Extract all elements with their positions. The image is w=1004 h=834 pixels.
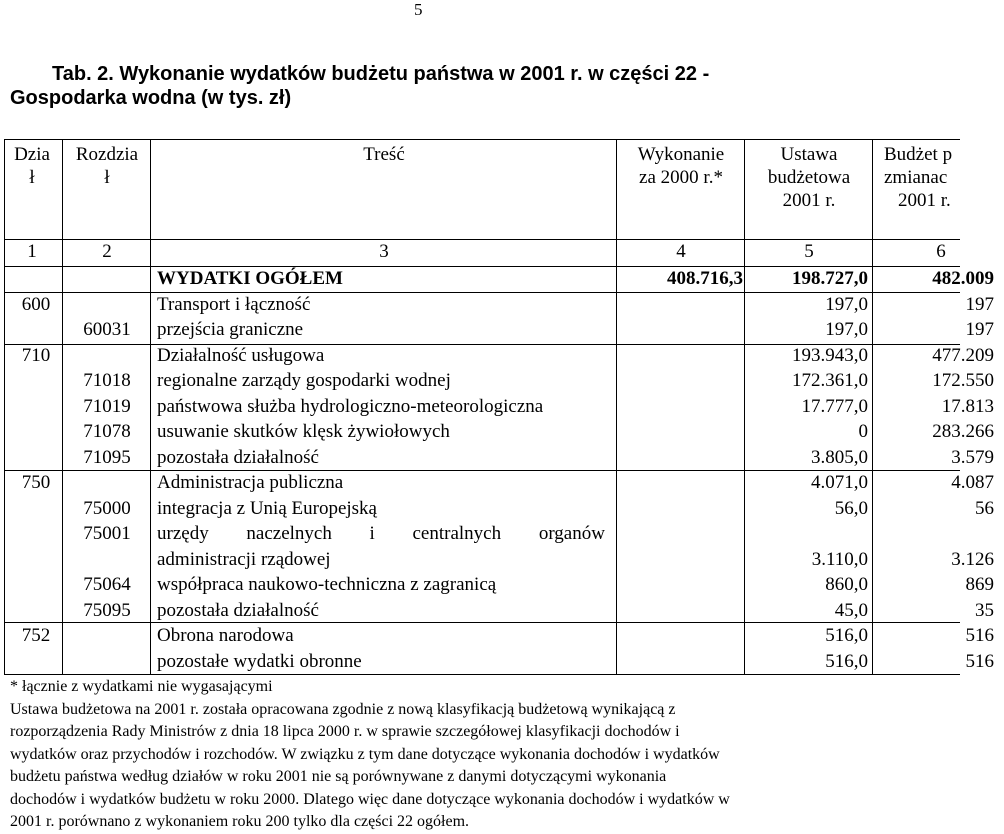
cell-tresc-word: organów [538,523,605,544]
cell-tresc: Transport i łączność [157,293,311,315]
note-line: 2001 r. porównano z wykonaniem roku 200 tylko dla części 22 ogółem. [10,813,470,830]
table-row [0,623,994,649]
cell-budzet: 35 [975,599,994,621]
cell-rozdzial: 75000 [83,497,131,519]
header-ustawa [746,143,872,212]
footnotes [10,676,950,834]
cell-rozdzial: 71018 [83,370,131,391]
table-row [0,496,994,522]
cell-rozdzial: 75064 [83,574,131,595]
header-budzet-l2: zmianac [884,167,948,188]
table-row [0,572,994,598]
note-line: rozporządzenia Rady Ministrów z dnia 18 lipca 2000 r. w sprawie szczegółowej klasyfikacji dochodów i [10,723,680,740]
table-row [0,343,994,369]
table-title [10,62,952,110]
cell-ustawa: 516,0 [825,650,868,672]
header-rozdzial-l1: Rozdzia [75,144,139,165]
cell-dzial: 600 [21,293,51,315]
colnum-2: 2 [102,241,112,262]
header-bottom-border [4,239,960,240]
cell-tresc-word: naczelnych [246,523,332,544]
header-budzet-l3: 2001 r. [898,190,951,211]
cell-tresc [157,521,605,547]
note-line: budżetu państwa według działów w roku 2001 nie są porównywane z danymi dotyczącymi wykonania [10,768,667,785]
table-row [0,394,994,420]
header-budzet [878,143,960,212]
cell-tresc: Administracja publiczna [157,472,344,493]
cell-ustawa: 197,0 [825,293,868,315]
cell-tresc-word: i [369,523,375,544]
header-ustawa-l3: 2001 r. [782,190,836,211]
cell-tresc: Działalność usługowa [157,344,325,366]
cell-tresc: regionalne zarządy gospodarki wodnej [157,370,451,391]
cell-tresc: Obrona narodowa [157,625,294,646]
cell-ustawa: 45,0 [834,599,868,621]
cell-budzet: 3.126 [951,548,994,570]
cell-budzet: 283.266 [932,421,994,442]
header-dzial [4,143,60,189]
cell-dzial: 710 [21,344,51,366]
table-row [0,368,994,394]
table-top-border [4,139,960,140]
header-wykonanie-l2: za 2000 r.* [639,167,723,188]
table-row [0,598,994,624]
cell-ustawa: 860,0 [825,574,868,595]
cell-dzial: 750 [21,472,51,493]
cell-budzet: 197 [965,319,994,340]
header-tresc-l1: Treść [363,144,405,165]
colnum-4: 4 [676,241,686,262]
cell-ustawa: 193.943,0 [792,344,868,366]
cell-rozdzial: 71078 [83,421,131,442]
table-row [0,521,960,547]
table-row [0,470,994,496]
cell-budzet: 3.579 [951,446,994,468]
cell-budzet: 477.209 [932,344,994,366]
cell-ustawa: 516,0 [825,625,868,646]
cell-ustawa: 56,0 [834,497,868,519]
cell-budzet: 516 [965,650,994,672]
cell-ustawa: 4.071,0 [811,472,868,493]
table-row [0,649,994,675]
cell-ustawa: 0 [858,421,868,442]
colnum-3: 3 [379,241,389,262]
cell-budzet: 172.550 [932,370,994,391]
table-row [0,445,994,471]
cell-rozdzial: 71095 [83,446,131,468]
header-wykonanie-l1: Wykonanie [637,144,725,165]
cell-tresc: pozostała działalność [157,599,319,621]
header-dzial-l1: Dzia [14,144,50,165]
cell-ustawa: 3.110,0 [811,548,868,570]
cell-tresc: pozostała działalność [157,446,319,468]
cell-tresc: usuwanie skutków klęsk żywiołowych [157,421,450,442]
table-row [0,292,994,318]
cell-tresc: państwowa służba hydrologiczno-meteorologiczna [157,395,544,417]
cell-ustawa: 17.777,0 [801,395,868,417]
colnum-1: 1 [27,241,37,262]
cell-tresc: współpraca naukowo-techniczna z zagranicą [157,574,497,595]
note-line: * łącznie z wydatkami nie wygasającymi [10,678,273,695]
cell-tresc: integracja z Unią Europejską [157,497,377,519]
cell-budzet: 516 [965,625,994,646]
colnum-5: 5 [804,241,814,262]
title-line-1: Tab. 2. Wykonanie wydatków budżetu państwa w 2001 r. w części 22 - [52,63,710,85]
header-rozdzial [64,143,150,189]
cell-ustawa: 172.361,0 [792,370,868,391]
cell-tresc: WYDATKI OGÓŁEM [157,268,343,289]
cell-tresc: pozostałe wydatki obronne [157,650,362,672]
cell-tresc: administracji rządowej [157,548,331,570]
cell-ustawa: 197,0 [825,319,868,340]
page-number: 5 [414,0,423,19]
cell-budzet: 869 [965,574,994,595]
note-line: Ustawa budżetowa na 2001 r. została opracowana zgodnie z nową klasyfikacją budżetową wynikającą z [10,700,676,718]
cell-ustawa: 3.805,0 [811,446,868,468]
cell-rozdzial: 71019 [83,395,131,417]
note-line: wydatków oraz przychodów i rozchodów. W związku z tym dane dotyczące wykonania dochodów i wydatków [10,745,720,763]
header-wykonanie [618,143,744,189]
title-line-2: Gospodarka wodna (w tys. zł) [10,87,292,109]
table-row [0,547,994,573]
cell-tresc-word: centralnych [412,523,502,544]
cell-budzet: 56 [975,497,994,519]
cell-rozdzial: 60031 [83,319,131,340]
header-dzial-l2: ł [29,167,35,188]
cell-tresc: przejścia graniczne [157,319,304,340]
header-ustawa-l1: Ustawa [780,144,838,165]
header-budzet-l1: Budżet p [884,144,953,165]
header-ustawa-l2: budżetowa [767,167,851,188]
table-row [0,317,994,343]
cell-budzet: 197 [965,293,994,315]
header-tresc [152,143,616,166]
cell-dzial: 752 [21,625,51,646]
cell-wykonanie: 408.716,3 [667,268,743,289]
cell-budzet: 4.087 [951,472,994,493]
cell-rozdzial: 75001 [83,523,131,544]
note-line: dochodów i wydatków budżetu w roku 2000. Dlatego więc dane dotyczące wykonania dochodów i wydatków w [10,790,730,808]
cell-tresc-word: urzędy [157,523,209,544]
cell-budzet: 17.813 [941,395,994,417]
cell-rozdzial: 75095 [83,599,131,621]
table-row [0,266,994,292]
header-rozdzial-l2: ł [104,167,110,188]
cell-ustawa: 198.727,0 [792,268,868,289]
cell-budzet: 482.009 [932,268,994,289]
table-row [0,419,994,445]
colnum-6: 6 [936,241,946,262]
